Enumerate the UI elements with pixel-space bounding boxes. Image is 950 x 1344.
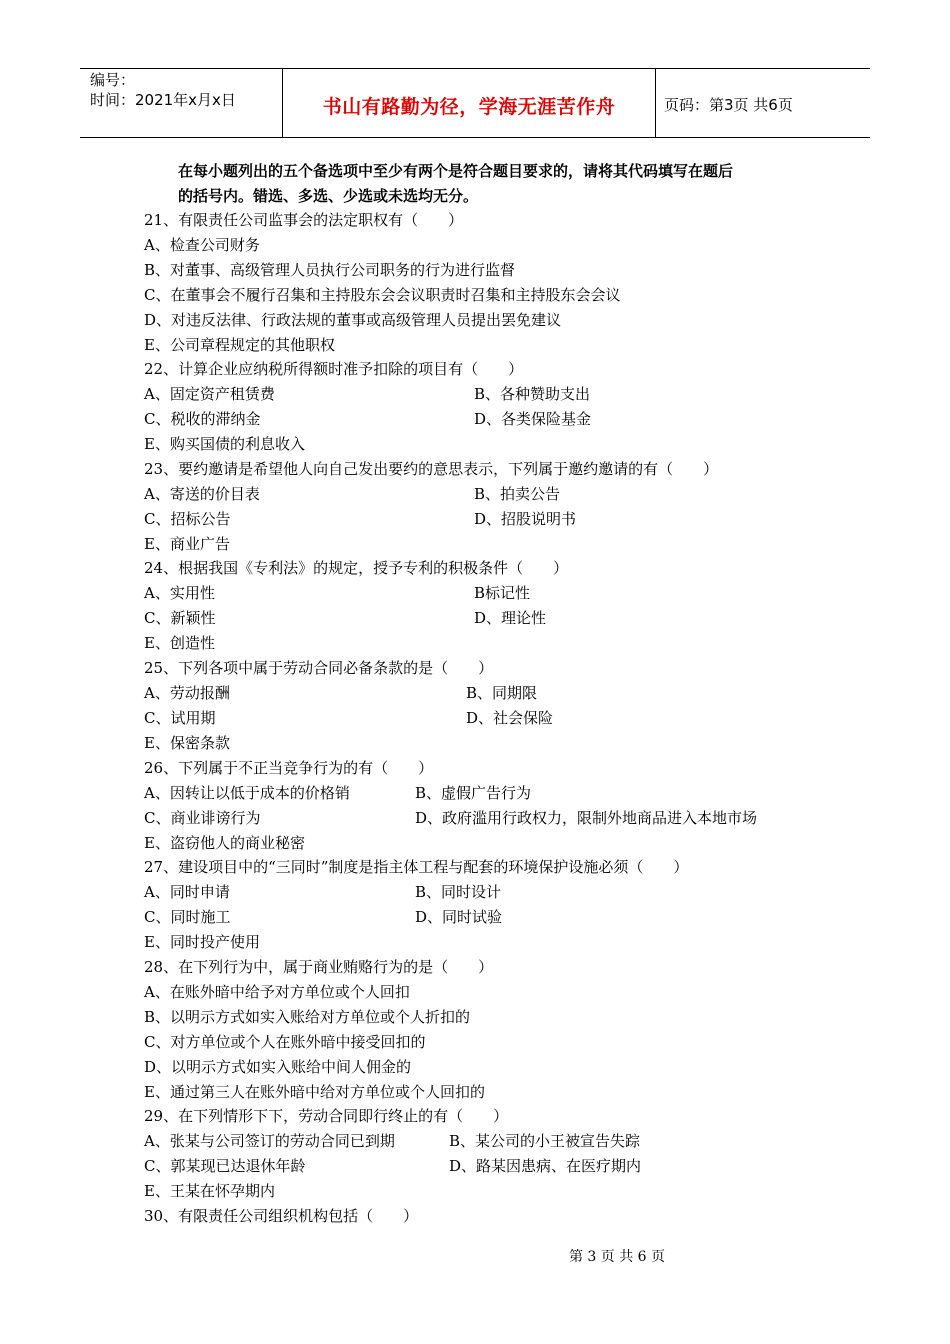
option: B、同期限 [466, 684, 538, 702]
option: C、试用期 [144, 709, 216, 727]
option: A、因转让以低于成本的价格销 [144, 784, 350, 802]
option: C、对方单位或个人在账外暗中接受回扣的 [144, 1033, 426, 1051]
option: A、同时申请 [144, 883, 230, 901]
option: D、各类保险基金 [474, 410, 592, 428]
instruction-line: 的括号内。错选、多选、少选或未选均无分。 [178, 187, 479, 205]
option: D、政府滥用行政权力，限制外地商品进入本地市场 [415, 809, 758, 827]
instruction-line: 在每小题列出的五个备选项中至少有两个是符合题目要求的，请将其代码填写在题后 [178, 162, 734, 180]
page-info: 页码：第3页 共6页 [664, 96, 793, 114]
page-header [80, 68, 870, 138]
motto: 书山有路勤为径，学海无涯苦作舟 [322, 96, 616, 118]
page-footer: 第 3 页 共 6 页 [568, 1249, 666, 1265]
option: D、理论性 [474, 609, 547, 627]
option: E、盗窃他人的商业秘密 [144, 834, 305, 852]
option: C、招标公告 [144, 510, 231, 528]
question-stem: 25、下列各项中属于劳动合同必备条款的是（ ） [144, 659, 494, 677]
option: E、保密条款 [144, 734, 230, 752]
question-stem: 23、要约邀请是希望他人向自己发出要约的意思表示，下列属于邀约邀请的有（ ） [144, 460, 719, 478]
question-stem: 30、有限责任公司组织机构包括（ ） [144, 1207, 419, 1225]
option: C、商业诽谤行为 [144, 809, 261, 827]
question-stem: 27、建设项目中的“三同时”制度是指主体工程与配套的环境保护设施必须（ ） [144, 858, 689, 876]
question-stem: 22、计算企业应纳税所得额时准予扣除的项目有（ ） [144, 360, 524, 378]
option: E、同时投产使用 [144, 933, 260, 951]
option: A、寄送的价目表 [144, 485, 260, 503]
option: C、郭某现已达退休年龄 [144, 1157, 306, 1175]
option: E、商业广告 [144, 535, 230, 553]
option: E、公司章程规定的其他职权 [144, 336, 335, 354]
option: D、对违反法律、行政法规的董事或高级管理人员提出罢免建议 [144, 311, 562, 329]
option: D、以明示方式如实入账给中间人佣金的 [144, 1058, 412, 1076]
option: A、劳动报酬 [144, 684, 230, 702]
option: E、通过第三人在账外暗中给对方单位或个人回扣的 [144, 1083, 485, 1101]
option: E、王某在怀孕期内 [144, 1182, 275, 1200]
option: A、实用性 [144, 584, 215, 602]
option: B、以明示方式如实入账给对方单位或个人折扣的 [144, 1008, 471, 1026]
option: C、税收的滞纳金 [144, 410, 261, 428]
option: E、购买国债的利息收入 [144, 435, 305, 453]
option: A、检查公司财务 [144, 236, 260, 254]
question-stem: 28、在下列行为中，属于商业贿赂行为的是（ ） [144, 958, 494, 976]
option: B、对董事、高级管理人员执行公司职务的行为进行监督 [144, 261, 516, 279]
option: A、在账外暗中给予对方单位或个人回扣 [144, 983, 410, 1001]
option: D、社会保险 [466, 709, 554, 727]
option: B、同时设计 [415, 883, 502, 901]
option: A、张某与公司签订的劳动合同已到期 [144, 1132, 395, 1150]
option: D、路某因患病、在医疗期内 [449, 1157, 642, 1175]
option: D、同时试验 [415, 908, 503, 926]
option: B、拍卖公告 [474, 485, 561, 503]
number-label: 编号： [90, 71, 136, 89]
option: B标记性 [474, 584, 531, 602]
option: B、各种赞助支出 [474, 385, 591, 403]
header-left-cell [80, 69, 283, 137]
time-label: 时间：2021年x月x日 [90, 91, 236, 109]
option: C、同时施工 [144, 908, 231, 926]
question-stem: 24、根据我国《专利法》的规定，授予专利的积极条件（ ） [144, 559, 569, 577]
option: E、创造性 [144, 634, 215, 652]
header-right-cell [656, 69, 870, 137]
option: A、固定资产租赁费 [144, 385, 275, 403]
option: C、在董事会不履行召集和主持股东会会议职责时召集和主持股东会会议 [144, 286, 621, 304]
question-stem: 26、下列属于不正当竞争行为的有（ ） [144, 759, 434, 777]
header-middle-cell [283, 69, 656, 137]
option: D、招股说明书 [474, 510, 577, 528]
question-stem: 29、在下列情形下下，劳动合同即行终止的有（ ） [144, 1107, 509, 1125]
option: C、新颖性 [144, 609, 216, 627]
option: B、虚假广告行为 [415, 784, 532, 802]
option: B、某公司的小王被宣告失踪 [449, 1132, 641, 1150]
question-stem: 21、有限责任公司监事会的法定职权有（ ） [144, 211, 464, 229]
